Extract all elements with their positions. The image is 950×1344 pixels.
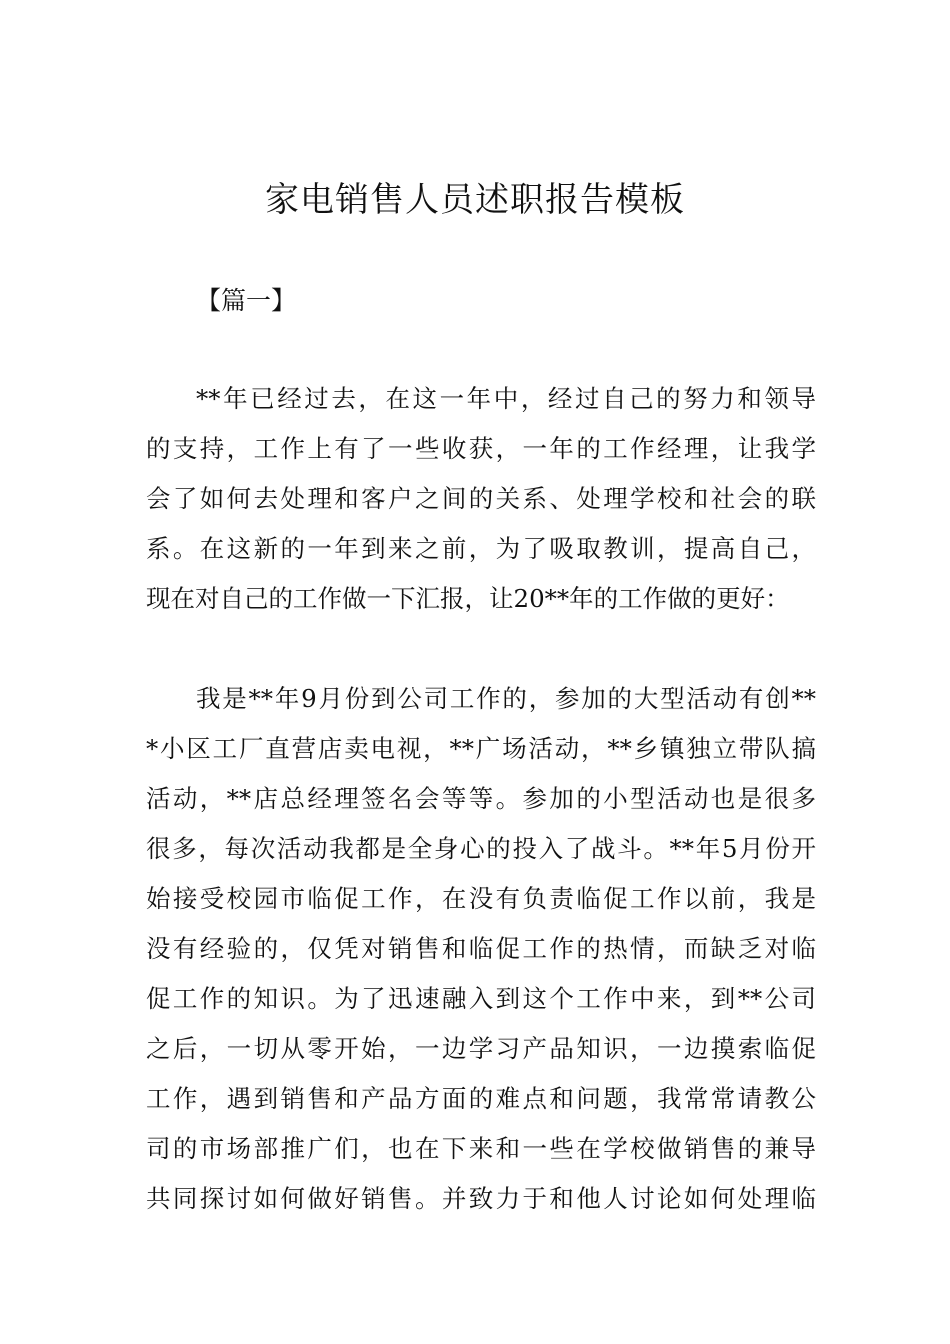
paragraph-line: 之后，一切从零开始，一边学习产品知识，一边摸索临促 xyxy=(146,1034,816,1063)
paragraph-line: 现在对自己的工作做一下汇报，让20**年的工作做的更好： xyxy=(146,584,790,613)
paragraph-line: 我是**年9月份到公司工作的，参加的大型活动有创** xyxy=(196,684,816,713)
paragraph-line: 会了如何去处理和客户之间的关系、处理学校和社会的联 xyxy=(146,484,816,513)
paragraph-line: 始接受校园市临促工作，在没有负责临促工作以前，我是 xyxy=(146,884,816,913)
paragraph-line: *小区工厂直营店卖电视，**广场活动，**乡镇独立带队搞 xyxy=(146,734,816,763)
paragraph-line: 活动，**店总经理签名会等等。参加的小型活动也是很多 xyxy=(146,784,816,813)
paragraph-line: 系。在这新的一年到来之前，为了吸取教训，提高自己， xyxy=(146,534,816,563)
paragraph-1 xyxy=(146,374,816,624)
paragraph-line: 没有经验的，仅凭对销售和临促工作的热情，而缺乏对临 xyxy=(146,934,816,963)
paragraph-line: 的支持，工作上有了一些收获，一年的工作经理，让我学 xyxy=(146,434,816,463)
paragraph-line: 共同探讨如何做好销售。并致力于和他人讨论如何处理临 xyxy=(146,1184,816,1213)
paragraph-line: 很多，每次活动我都是全身心的投入了战斗。**年5月份开 xyxy=(146,834,816,863)
paragraph-line: 工作，遇到销售和产品方面的难点和问题，我常常请教公 xyxy=(146,1084,816,1113)
section-label: 【篇一】 xyxy=(196,286,297,315)
paragraph-line: **年已经过去，在这一年中，经过自己的努力和领导 xyxy=(196,384,816,413)
paragraph-line: 司的市场部推广们，也在下来和一些在学校做销售的兼导 xyxy=(146,1134,816,1163)
paragraph-2 xyxy=(146,674,816,1224)
paragraph-line: 促工作的知识。为了迅速融入到这个工作中来，到**公司 xyxy=(146,984,816,1013)
document-title: 家电销售人员述职报告模板 xyxy=(265,180,685,220)
